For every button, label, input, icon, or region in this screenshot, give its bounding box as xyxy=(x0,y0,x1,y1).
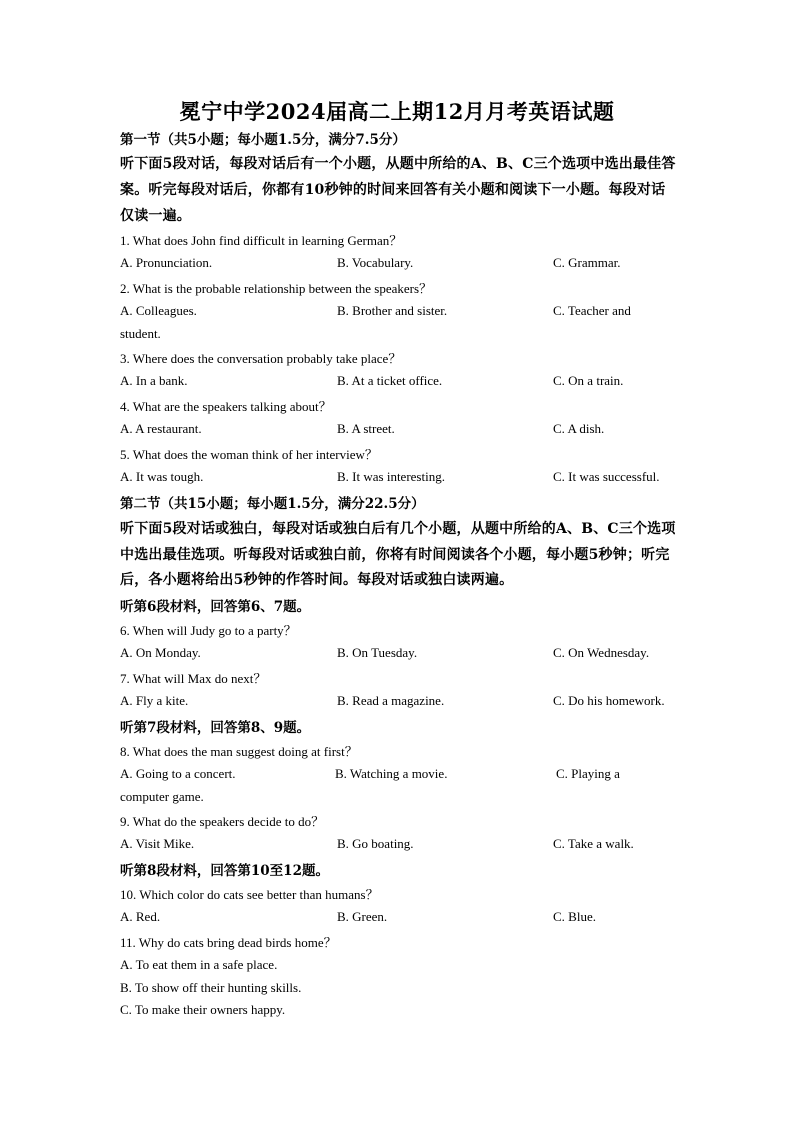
q9-option-a: A. Visit Mike. xyxy=(120,836,195,851)
q8-option-c-continued: computer game. xyxy=(120,789,204,804)
q9-option-b: B. Go boating. xyxy=(337,836,414,851)
material-8-heading: 听第8段材料，回答第10至12题。 xyxy=(120,863,329,879)
q2-option-a: A. Colleagues. xyxy=(120,303,197,318)
q4-option-c: C. A dish. xyxy=(553,421,605,436)
question-3: 3. Where does the conversation probably take place？ xyxy=(120,351,402,366)
exam-title: 冕宁中学2024届高二上期12月月考英语试题 xyxy=(179,99,615,124)
q2-option-c-continued: student. xyxy=(120,326,161,341)
q7-option-a: A. Fly a kite. xyxy=(120,693,189,708)
question-10: 10. Which color do cats see better than humans？ xyxy=(120,887,379,902)
q5-option-b: B. It was interesting. xyxy=(337,469,445,484)
q8-option-b: B. Watching a movie. xyxy=(335,766,448,781)
q7-option-c: C. Do his homework. xyxy=(553,693,665,708)
question-6: 6. When will Judy go to a party？ xyxy=(120,623,297,638)
section1-instruction-line-2: 案。听完每段对话后，你都有10秒钟的时间来回答有关小题和阅读下一小题。每段对话 xyxy=(120,182,666,198)
question-2: 2. What is the probable relationship between the speakers？ xyxy=(120,281,433,296)
q11-option-b: B. To show off their hunting skills. xyxy=(120,980,302,995)
question-4: 4. What are the speakers talking about？ xyxy=(120,399,332,414)
q7-option-b: B. Read a magazine. xyxy=(337,693,445,708)
material-6-heading: 听第6段材料，回答第6、7题。 xyxy=(120,599,311,615)
q8-option-c: C. Playing a xyxy=(556,766,620,781)
section2-instruction-line-3: 后，各小题将给出5秒钟的作答时间。每段对话或独白读两遍。 xyxy=(120,572,514,588)
q2-option-c: C. Teacher and xyxy=(553,303,631,318)
question-9: 9. What do the speakers decide to do？ xyxy=(120,814,325,829)
section2-instruction-line-1: 听下面5段对话或独白，每段对话或独白后有几个小题，从题中所给的A、B、C三个选项 xyxy=(120,521,676,537)
q8-option-a: A. Going to a concert. xyxy=(120,766,236,781)
q1-option-a: A. Pronunciation. xyxy=(120,255,213,270)
q1-option-b: B. Vocabulary. xyxy=(337,255,414,270)
material-7-heading: 听第7段材料，回答第8、9题。 xyxy=(120,720,311,736)
q10-option-c: C. Blue. xyxy=(553,909,596,924)
q6-option-a: A. On Monday. xyxy=(120,645,201,660)
question-5: 5. What does the woman think of her interview？ xyxy=(120,447,378,462)
section2-heading: 第二节（共15小题；每小题1.5分，满分22.5分） xyxy=(120,496,425,512)
q9-option-c: C. Take a walk. xyxy=(553,836,634,851)
q3-option-a: A. In a bank. xyxy=(120,373,188,388)
q10-option-b: B. Green. xyxy=(337,909,388,924)
q6-option-b: B. On Tuesday. xyxy=(337,645,418,660)
q3-option-b: B. At a ticket office. xyxy=(337,373,443,388)
q5-option-c: C. It was successful. xyxy=(553,469,660,484)
q10-option-a: A. Red. xyxy=(120,909,161,924)
section1-instruction-line-1: 听下面5段对话，每段对话后有一个小题，从题中所给的A、B、C三个选项中选出最佳答 xyxy=(120,156,676,172)
section2-instruction-line-2: 中选出最佳选项。听每段对话或独白前，你将有时间阅读各个小题，每小题5秒钟；听完 xyxy=(120,547,670,563)
question-8: 8. What does the man suggest doing at first？ xyxy=(120,744,358,759)
q4-option-a: A. A restaurant. xyxy=(120,421,202,436)
section1-instruction-line-3: 仅读一遍。 xyxy=(120,208,191,224)
q1-option-c: C. Grammar. xyxy=(553,255,621,270)
question-1: 1. What does John find difficult in learning German？ xyxy=(120,233,403,248)
question-7: 7. What will Max do next？ xyxy=(120,671,267,686)
q6-option-c: C. On Wednesday. xyxy=(553,645,650,660)
q4-option-b: B. A street. xyxy=(337,421,395,436)
q2-option-b: B. Brother and sister. xyxy=(337,303,448,318)
q11-option-c: C. To make their owners happy. xyxy=(120,1002,286,1017)
section1-heading: 第一节（共5小题；每小题1.5分，满分7.5分） xyxy=(120,132,406,148)
q5-option-a: A. It was tough. xyxy=(120,469,204,484)
q3-option-c: C. On a train. xyxy=(553,373,624,388)
question-11: 11. Why do cats bring dead birds home？ xyxy=(120,935,337,950)
q11-option-a: A. To eat them in a safe place. xyxy=(120,957,278,972)
